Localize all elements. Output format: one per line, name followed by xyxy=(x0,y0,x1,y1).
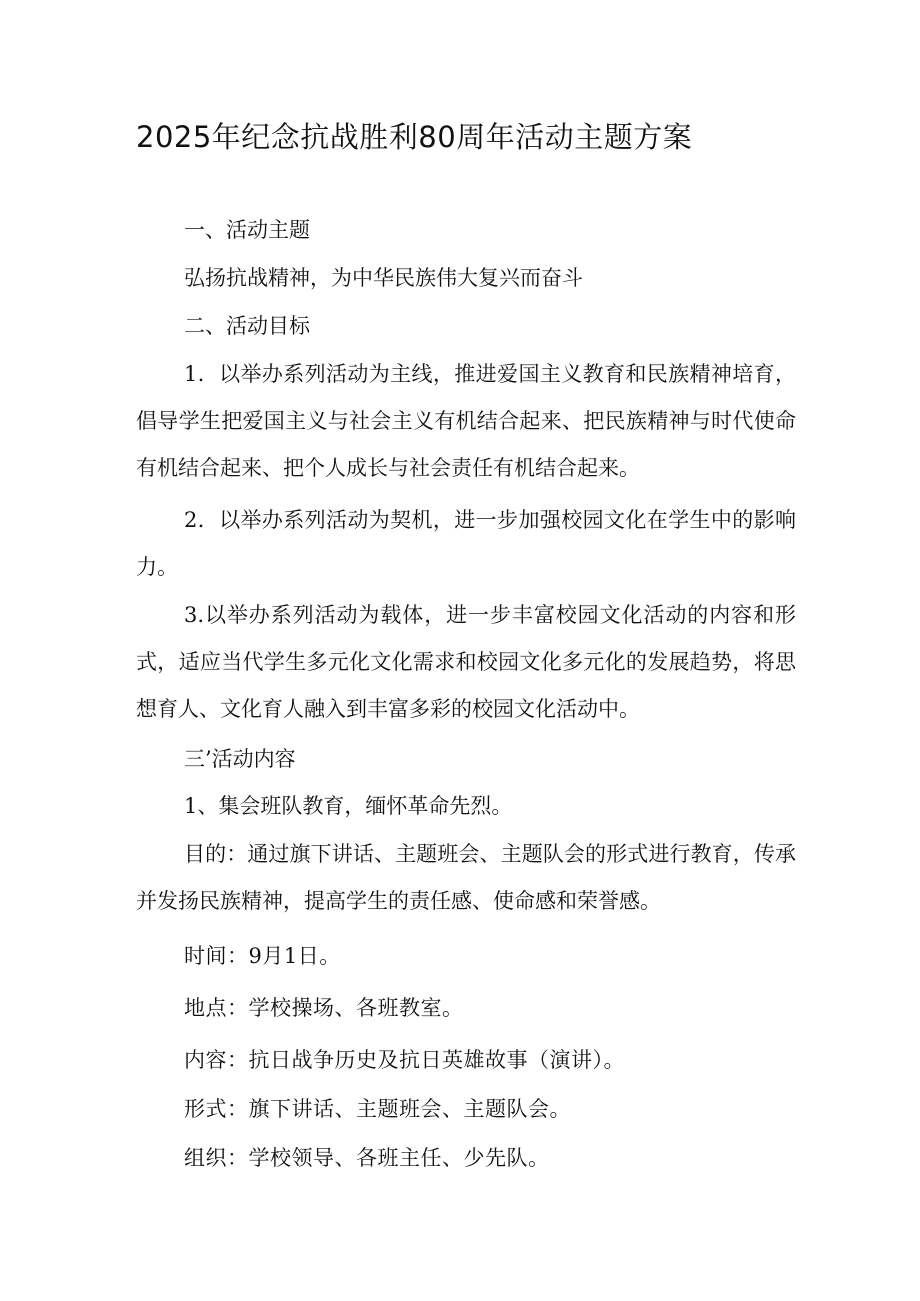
activity-time: 时间：9月1日。 xyxy=(184,944,341,968)
section1-heading: 一、活动主题 xyxy=(184,218,310,242)
goal-item-3: 3.以举办系列活动为载体，进一步丰富校园文化活动的内容和形式，适应当代学生多元化文化需求和校园文化多元化的发展趋势，将思想育人、文化育人融入到丰富多彩的校园文化活动中。 xyxy=(136,603,796,721)
goal-item-1: 1．以举办系列活动为主线，推进爱国主义教育和民族精神培育，倡导学生把爱国主义与社会主义有机结合起来、把民族精神与时代使命有机结合起来、把个人成长与社会责任有机结合起来。 xyxy=(136,362,796,480)
section3-heading: 三’活动内容 xyxy=(184,747,296,771)
activity-content: 内容：抗日战争历史及抗日英雄故事（演讲）。 xyxy=(184,1048,625,1072)
activity-place: 地点：学校操场、各班教室。 xyxy=(184,996,464,1020)
goal-item-2: 2．以举办系列活动为契机，进一步加强校园文化在学生中的影响力。 xyxy=(136,508,796,579)
section2-heading: 二、活动目标 xyxy=(184,314,310,338)
activity-purpose: 目的：通过旗下讲话、主题班会、主题队会的形式进行教育，传承并发扬民族精神，提高学生的责任感、使命感和荣誉感。 xyxy=(136,842,796,913)
document-title: 2025年纪念抗战胜利80周年活动主题方案 xyxy=(136,120,693,154)
section1-text: 弘扬抗战精神，为中华民族伟大复兴而奋斗 xyxy=(184,266,583,290)
activity-item-1-heading: 1、集会班队教育，缅怀革命先烈。 xyxy=(184,794,513,818)
activity-form: 形式：旗下讲话、主题班会、主题队会。 xyxy=(184,1097,571,1121)
activity-organizer: 组织：学校领导、各班主任、少先队。 xyxy=(184,1146,550,1170)
